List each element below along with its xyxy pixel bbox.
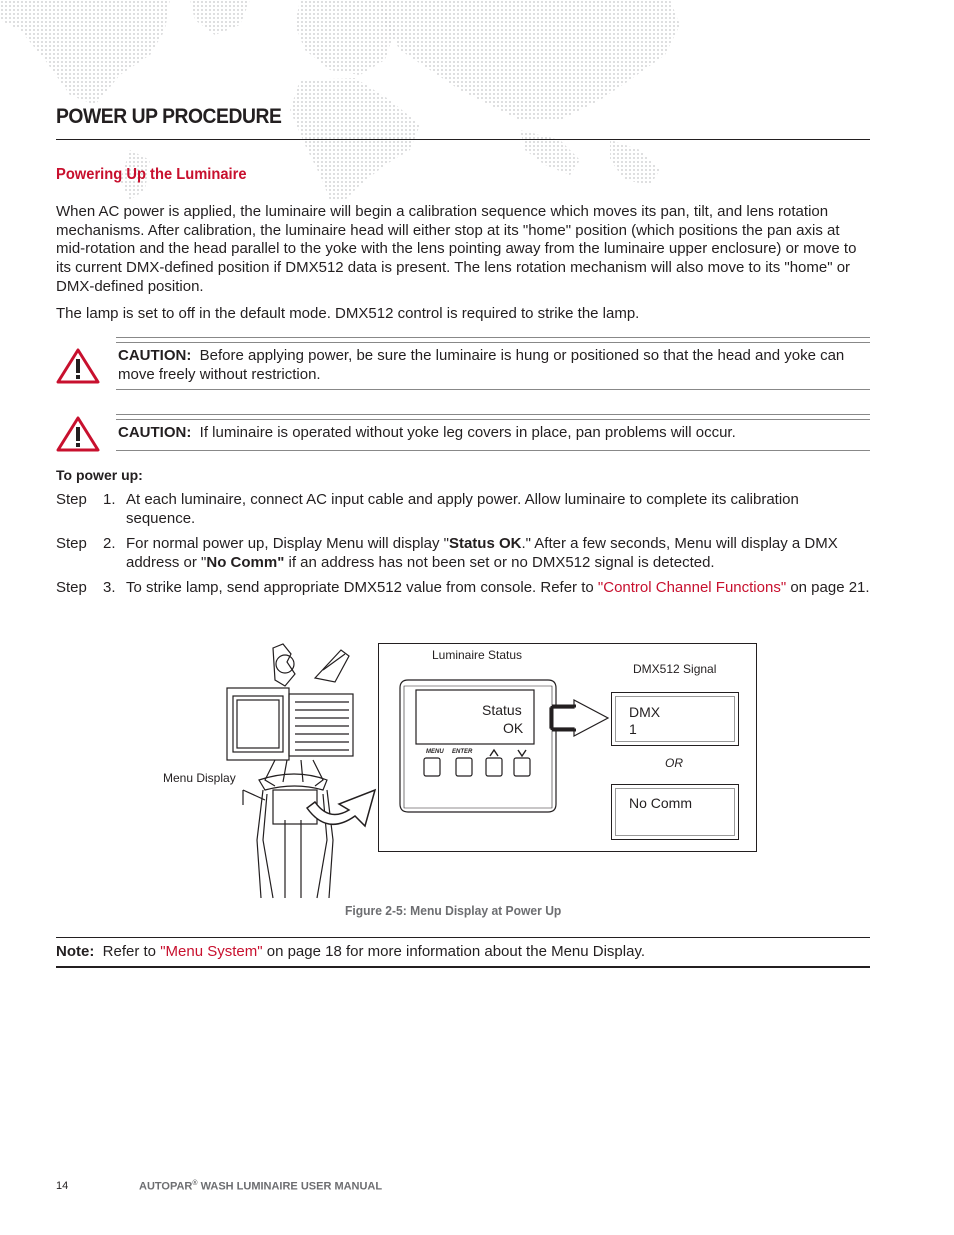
step-number: 3. xyxy=(103,579,116,596)
dmx-line: DMX xyxy=(629,704,661,720)
figure-caption: Figure 2-5: Menu Display at Power Up xyxy=(345,903,562,918)
caution-note xyxy=(118,346,870,384)
step-number: 2. xyxy=(103,535,116,552)
note-bottom-rule xyxy=(56,966,870,968)
enter-key-label: ENTER xyxy=(452,749,473,755)
warning-icon xyxy=(56,416,100,452)
no-comm-display-box xyxy=(611,784,739,840)
menu-system-link[interactable]: "Menu System" xyxy=(160,943,263,960)
status-ok-bold: Status OK xyxy=(448,535,522,552)
menu-display-unit xyxy=(394,676,562,816)
dmx-address-line: 1 xyxy=(629,721,637,737)
dmx512-signal-label: DMX512 Signal xyxy=(633,662,717,676)
caution-label: CAUTION: xyxy=(118,424,192,441)
caution-divider xyxy=(116,450,870,451)
caution-divider xyxy=(116,414,870,420)
caution-note xyxy=(118,423,870,442)
ok-line: OK xyxy=(503,720,524,736)
note: Note: Refer to "Menu System" on page 18 for more information about the Menu Display. xyxy=(56,943,646,960)
no-comm-bold: No Comm" xyxy=(206,553,285,571)
or-label: OR xyxy=(665,756,683,770)
title-rule xyxy=(56,139,870,140)
section-heading: Powering Up the Luminaire xyxy=(56,166,247,183)
warning-icon xyxy=(56,348,100,384)
caution-divider xyxy=(116,337,870,343)
page-number: 14 xyxy=(56,1180,69,1192)
caution-divider xyxy=(116,389,870,390)
intro-paragraph: When AC power is applied, the luminaire will begin a calibration sequence which moves its pan, tilt, and lens rotation mechanisms. After calibration, the luminaire head will either stop at its "home" position (which positions the pan axis at mid-rotation and the head parallel to the yoke with the lens pointing away from the luminaire upper enclosure) or move to its current DMX-defined position if DMX512 data is present. The lens rotation mechanism will also move to its "home" or DMX-defined position. xyxy=(56,203,857,295)
caution-label: CAUTION: xyxy=(118,347,192,364)
note-label: Note: xyxy=(56,943,95,960)
menu-display-label: Menu Display xyxy=(163,771,236,785)
step-label: Step xyxy=(56,535,87,552)
control-channel-functions-link[interactable]: "Control Channel Functions" xyxy=(597,579,787,596)
lamp-paragraph: The lamp is set to off in the default mode. DMX512 control is required to strike the lamp. xyxy=(56,305,640,322)
step-number: 1. xyxy=(103,491,116,508)
luminaire-illustration xyxy=(215,640,380,900)
luminaire-status-label: Luminaire Status xyxy=(432,648,523,662)
no-comm-text: No Comm xyxy=(629,795,693,811)
step-text: For normal power up, Display Menu will display "Status OK." After a few seconds, Menu will display a DMX address or "No Comm" if an address has not been set or no DMX512 signal is detected. xyxy=(126,535,838,571)
step-label: Step xyxy=(56,579,87,596)
signal-arrow-icon xyxy=(544,698,610,738)
caution-text: Before applying power, be sure the luminaire is hung or positioned so that the head and yoke can move freely without restriction. xyxy=(118,347,845,383)
step-label: Step xyxy=(56,491,87,508)
step-text: At each luminaire, connect AC input cable and apply power. Allow luminaire to complete its calibration sequence. xyxy=(126,491,799,527)
step-text: To strike lamp, send appropriate DMX512 value from console. Refer to "Control Channel Functions" on page 21. xyxy=(126,579,870,596)
procedure-heading: To power up: xyxy=(56,467,143,483)
caution-text: If luminaire is operated without yoke leg covers in place, pan problems will occur. xyxy=(199,424,736,441)
status-line: Status xyxy=(482,702,522,718)
menu-key-label: MENU xyxy=(426,749,444,755)
page-title: POWER UP PROCEDURE xyxy=(56,105,282,128)
note-top-rule xyxy=(56,937,870,938)
manual-title: AUTOPAR® WASH LUMINAIRE USER MANUAL xyxy=(139,1180,383,1193)
